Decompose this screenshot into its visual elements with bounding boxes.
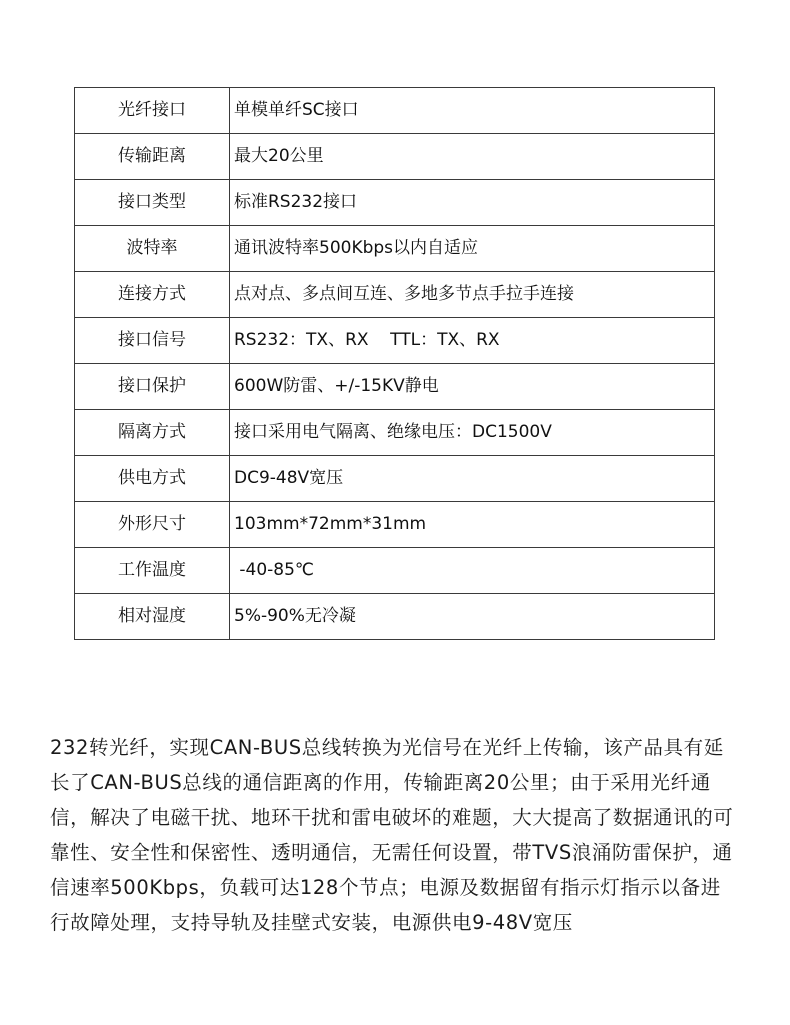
table-row — [75, 456, 715, 502]
spec-value: 5%-90%无冷凝 — [230, 594, 715, 640]
spec-value: 单模单纤SC接口 — [230, 88, 715, 134]
table-row — [75, 594, 715, 640]
spec-value: 600W防雷、+/-15KV静电 — [230, 364, 715, 410]
spec-value: 标准RS232接口 — [230, 180, 715, 226]
table-row — [75, 272, 715, 318]
table-row — [75, 502, 715, 548]
spec-value: 接口采用电气隔离、绝缘电压：DC1500V — [230, 410, 715, 456]
table-row — [75, 410, 715, 456]
spec-label: 接口信号 — [75, 318, 230, 364]
spec-label: 供电方式 — [75, 456, 230, 502]
spec-label: 相对湿度 — [75, 594, 230, 640]
spec-table — [74, 87, 715, 640]
spec-label: 接口类型 — [75, 180, 230, 226]
product-description: 232转光纤，实现CAN-BUS总线转换为光信号在光纤上传输，该产品具有延长了CAN-BUS总线的通信距离的作用，传输距离20公里；由于采用光纤通信，解决了电磁干扰、地环干扰和雷电破坏的难题，大大提高了数据通讯的可靠性、安全性和保密性、透明通信，无需任何设置，带TVS浪涌防雷保护，通信速率500Kbps，负载可达128个节点；电源及数据留有指示灯指示以备进行故障处理，支持导轨及挂壁式安装，电源供电9-48V宽压 — [50, 736, 734, 934]
spec-label: 传输距离 — [75, 134, 230, 180]
table-row — [75, 88, 715, 134]
spec-label: 隔离方式 — [75, 410, 230, 456]
table-row — [75, 548, 715, 594]
spec-label: 外形尺寸 — [75, 502, 230, 548]
spec-value: DC9-48V宽压 — [230, 456, 715, 502]
table-row — [75, 134, 715, 180]
table-row — [75, 364, 715, 410]
spec-value: -40-85℃ — [230, 548, 715, 594]
table-row — [75, 180, 715, 226]
spec-label: 光纤接口 — [75, 88, 230, 134]
spec-label: 连接方式 — [75, 272, 230, 318]
spec-label: 接口保护 — [75, 364, 230, 410]
table-row — [75, 318, 715, 364]
spec-value: 通讯波特率500Kbps以内自适应 — [230, 226, 715, 272]
spec-label: 工作温度 — [75, 548, 230, 594]
spec-value: 103mm*72mm*31mm — [230, 502, 715, 548]
spec-value: 点对点、多点间互连、多地多节点手拉手连接 — [230, 272, 715, 318]
spec-label: 波特率 — [75, 226, 230, 272]
table-row — [75, 226, 715, 272]
spec-value: 最大20公里 — [230, 134, 715, 180]
spec-value: RS232：TX、RX TTL：TX、RX — [230, 318, 715, 364]
